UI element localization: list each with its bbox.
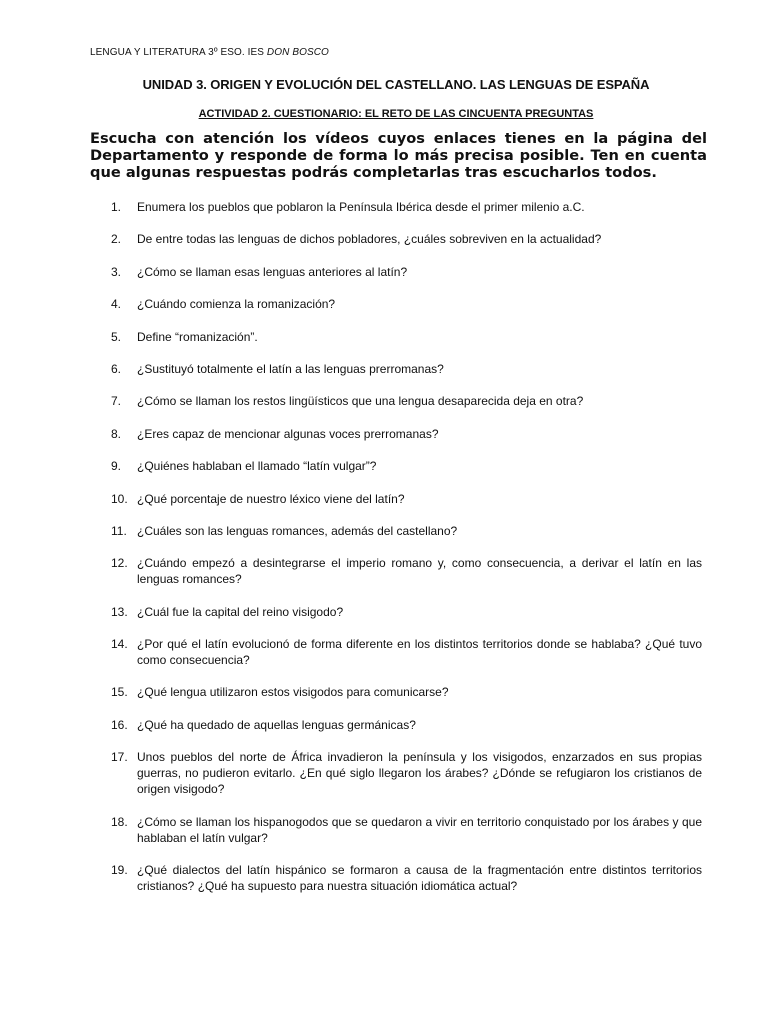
question-text: Enumera los pueblos que poblaron la Península Ibérica desde el primer milenio a.C.	[137, 200, 585, 214]
question-text: ¿Cómo se llaman los restos lingüísticos que una lengua desaparecida deja en otra?	[137, 394, 584, 409]
question-text: Unos pueblos del norte de África invadieron la península y los visigodos, enzarzados en sus propias guerras, no pudieron evitarlo. ¿En qué siglo llegaron los árabes? ¿Dónde se refugiaron los cristianos de origen visigodo?	[137, 750, 702, 797]
question-item	[90, 426, 702, 442]
question-number	[90, 231, 137, 247]
question-number	[90, 862, 137, 894]
question-item	[90, 604, 702, 620]
question-number-label: 5.	[111, 329, 122, 344]
question-number	[90, 523, 137, 539]
question-number-label: 15.	[111, 685, 128, 700]
question-list	[90, 199, 702, 894]
question-number	[90, 329, 137, 345]
question-item	[90, 361, 702, 377]
question-text: ¿Qué porcentaje de nuestro léxico viene del latín?	[137, 491, 405, 506]
question-item	[90, 231, 702, 247]
question-number-label: 10.	[111, 491, 128, 506]
question-number-label: 8.	[111, 426, 122, 441]
question-number-label: 16.	[111, 717, 128, 732]
header-school: DON BOSCO	[266, 47, 329, 58]
question-text: ¿Cuál fue la capital del reino visigodo?	[137, 604, 344, 619]
question-number-label: 18.	[111, 814, 128, 829]
question-item	[90, 523, 702, 539]
question-number	[90, 604, 137, 620]
question-text: ¿Qué ha quedado de aquellas lenguas germánicas?	[137, 717, 416, 732]
question-text: ¿Eres capaz de mencionar algunas voces prerromanas?	[137, 426, 439, 441]
question-number-label: 6.	[111, 361, 122, 376]
question-item	[90, 329, 702, 345]
activity-title: ACTIVIDAD 2. CUESTIONARIO: EL RETO DE LAS CINCUENTA PREGUNTAS	[198, 108, 594, 120]
question-item	[90, 636, 702, 668]
question-item	[90, 264, 702, 280]
question-text: Define “romanización”.	[137, 329, 258, 344]
question-item	[90, 393, 702, 409]
question-number	[90, 296, 137, 312]
instructions: Escucha con atención los vídeos cuyos enlaces tienes en la página del Departamento y responde de forma lo más precisa posible. Ten en cuenta que algunas respuestas podrás completarlas tras escucharlos todos.	[90, 130, 707, 181]
question-text: De entre todas las lenguas de dichos pobladores, ¿cuáles sobreviven en la actualidad?	[137, 232, 602, 247]
question-number-label: 17.	[111, 750, 128, 765]
question-number	[90, 814, 137, 846]
page-header	[90, 47, 702, 58]
question-number	[90, 426, 137, 442]
question-number-label: 19.	[111, 863, 128, 878]
question-number-label: 14.	[111, 637, 128, 652]
question-text: ¿Cómo se llaman esas lenguas anteriores al latín?	[137, 264, 408, 279]
question-number	[90, 264, 137, 280]
question-text: ¿Cuáles son las lenguas romances, además del castellano?	[137, 523, 458, 538]
unit-title: UNIDAD 3. ORIGEN Y EVOLUCIÓN DEL CASTELLANO. LAS LENGUAS DE ESPAÑA	[142, 77, 650, 92]
question-number-label: 13.	[111, 604, 128, 619]
question-item	[90, 199, 702, 215]
question-number-label: 9.	[111, 459, 122, 474]
question-number-label: 11.	[111, 523, 127, 538]
question-number-label: 4.	[111, 297, 122, 312]
question-number	[90, 361, 137, 377]
question-text: ¿Cuándo empezó a desintegrarse el imperio romano y, como consecuencia, a derivar el latín en las lenguas romances?	[137, 556, 702, 587]
header-course: LENGUA Y LITERATURA 3º ESO. IES	[90, 47, 267, 58]
question-item	[90, 814, 702, 846]
question-number-label: 7.	[111, 394, 122, 409]
question-item	[90, 862, 702, 894]
question-item	[90, 491, 702, 507]
question-text: ¿Quiénes hablaban el llamado “latín vulgar”?	[137, 459, 377, 474]
question-number	[90, 684, 137, 700]
question-number	[90, 749, 137, 797]
question-number	[90, 393, 137, 409]
question-text: ¿Qué dialectos del latín hispánico se formaron a causa de la fragmentación entre distintos territorios cristianos? ¿Qué ha supuesto para nuestra situación idiomática actual?	[137, 863, 702, 894]
question-number	[90, 555, 137, 587]
question-number-label: 3.	[111, 264, 122, 279]
question-text: ¿Por qué el latín evolucionó de forma diferente en los distintos territorios donde se hablaba? ¿Qué tuvo como consecuencia?	[137, 637, 702, 668]
question-number	[90, 717, 137, 733]
question-item	[90, 717, 702, 733]
question-number	[90, 491, 137, 507]
question-number	[90, 199, 137, 215]
question-number-label: 1.	[111, 200, 122, 214]
question-number-label: 12.	[111, 556, 128, 571]
question-text: ¿Qué lengua utilizaron estos visigodos para comunicarse?	[137, 685, 449, 700]
question-text: ¿Sustituyó totalmente el latín a las lenguas prerromanas?	[137, 361, 444, 376]
question-item	[90, 749, 702, 797]
question-number-label: 2.	[111, 232, 122, 247]
question-text: ¿Cuándo comienza la romanización?	[137, 297, 336, 312]
question-text: ¿Cómo se llaman los hispanogodos que se quedaron a vivir en territorio conquistado por los árabes y que hablaban el latín vulgar?	[137, 814, 702, 845]
question-item	[90, 684, 702, 700]
question-item	[90, 458, 702, 474]
question-number	[90, 636, 137, 668]
question-number	[90, 458, 137, 474]
question-item	[90, 555, 702, 587]
question-item	[90, 296, 702, 312]
